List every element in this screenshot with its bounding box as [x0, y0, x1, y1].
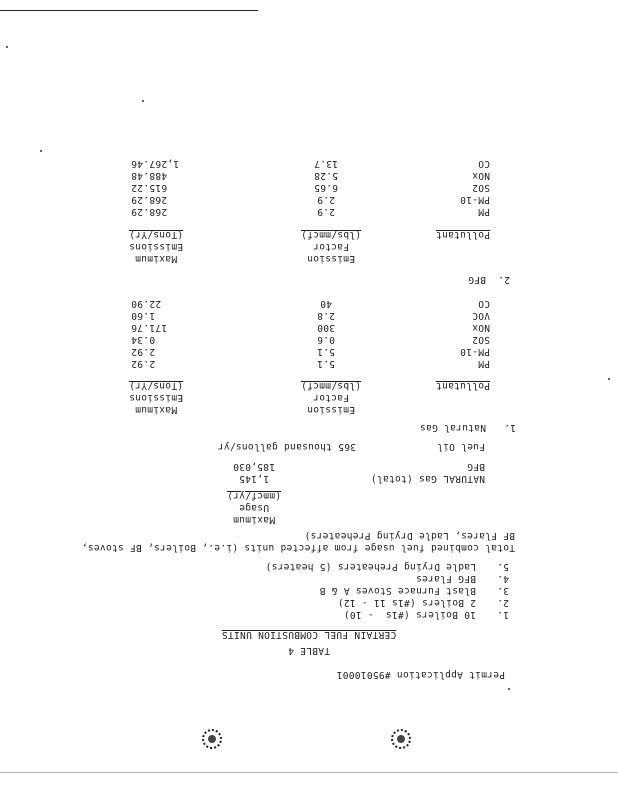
scan-speck: [40, 150, 42, 152]
section-number: 1.: [503, 422, 516, 433]
section-name: BFG: [467, 274, 486, 285]
pollutant-cell: NOx: [471, 322, 490, 333]
unit-number: 3.: [496, 585, 509, 596]
factor-cell: 13.7: [313, 158, 339, 169]
pollutant-cell: SO2: [471, 182, 490, 193]
factor-cell: 2.8: [316, 310, 336, 321]
factor-cell: 2.9: [316, 194, 336, 205]
table-subtitle: CERTAIN FUEL COMBUSTION UNITS: [221, 629, 397, 640]
usage-header-maximum: Maximum: [232, 514, 276, 525]
max-cell: 488.48: [131, 170, 168, 181]
pollutant-cell: PM-10: [459, 346, 490, 357]
punch-hole-seal-right-icon: [202, 729, 222, 749]
scan-edge-rule: [0, 772, 618, 773]
max-cell: 268.29: [131, 206, 168, 217]
usage-value: 365 thousand gallons/yr: [217, 441, 356, 452]
scan-speck: [6, 46, 8, 48]
factor-cell: 6.65: [313, 182, 339, 193]
usage-header-usage: Usage: [238, 502, 270, 513]
unit-description: BFG Flares: [415, 573, 476, 584]
scan-edge-rule: [0, 10, 258, 11]
pollutant-header: Pollutant: [435, 229, 490, 240]
max-cell: 615.22: [131, 182, 168, 193]
factor-cell: 300: [316, 322, 336, 333]
pollutant-cell: VOC: [471, 310, 490, 321]
usage-header-units: (mmcf/yr): [226, 490, 282, 501]
max-cell: 1.60: [131, 310, 156, 321]
max-header-line-2: Emissions: [128, 241, 184, 252]
table-title: TABLE 4: [287, 645, 331, 656]
pollutant-cell: NOx: [471, 170, 490, 181]
factor-cell: 40: [319, 298, 333, 309]
max-cell: 1,267.46: [131, 158, 180, 169]
factor-header-line-3: (lbs/mmcf): [300, 229, 362, 240]
max-cell: 2.92: [131, 358, 156, 369]
scan-speck: [508, 688, 510, 690]
max-header-line-1: Maximum: [134, 253, 178, 264]
usage-label: NATURAL Gas (total): [370, 473, 485, 484]
usage-value: 1,145: [238, 473, 270, 484]
pollutant-cell: PM: [477, 358, 490, 369]
usage-label: Fuel Oil: [436, 441, 485, 452]
max-cell: 0.34: [131, 334, 156, 345]
pollutant-cell: CO: [477, 298, 490, 309]
factor-header-line-2: Factor: [312, 241, 350, 252]
max-header-line-3: (Tons/Yr): [128, 229, 184, 240]
unit-number: 1.: [496, 609, 509, 620]
factor-cell: 5.1: [316, 358, 336, 369]
section-number: 2.: [497, 274, 510, 285]
max-cell: 268.29: [131, 194, 168, 205]
factor-header-line-3: (lbs/mmcf): [300, 380, 362, 391]
unit-description: 2 Boilers (#1s 11 - 12): [337, 597, 476, 608]
pollutant-cell: PM-10: [459, 194, 490, 205]
scan-speck: [142, 100, 144, 102]
pollutant-cell: SO2: [471, 334, 490, 345]
unit-description: Blast Furnace Stoves A & B: [319, 585, 476, 596]
max-header-line-2: Emissions: [128, 392, 184, 403]
max-cell: 171.76: [131, 322, 168, 333]
permit-header: Permit Application #95010001: [336, 669, 505, 680]
max-header-line-3: (Tons/Yr): [128, 380, 184, 391]
unit-number: 5.: [496, 561, 509, 572]
usage-label: BFG: [466, 461, 485, 472]
unit-number: 4.: [496, 573, 509, 584]
factor-header-line-2: Factor: [312, 392, 350, 403]
factor-cell: 0.6: [316, 334, 336, 345]
pollutant-cell: CO: [477, 158, 490, 169]
scan-speck: [608, 378, 610, 380]
max-cell: 22.90: [131, 298, 162, 309]
unit-description: Ladle Drying Preheaters (5 heaters): [265, 561, 476, 572]
factor-cell: 5.1: [316, 346, 336, 357]
factor-header-line-1: Emission: [306, 253, 356, 264]
max-header-line-1: Maximum: [134, 404, 178, 415]
usage-note-line-2: BF Flares, Ladle Drying Preheaters): [304, 530, 515, 541]
max-cell: 2.92: [131, 346, 156, 357]
factor-cell: 2.9: [316, 206, 336, 217]
usage-value: 185,030: [232, 461, 276, 472]
unit-number: 2.: [496, 597, 509, 608]
punch-hole-seal-left-icon: [391, 729, 411, 749]
usage-note-line-1: Total combined fuel usage from affected units (i.e., Boilers, BF stoves,: [81, 542, 515, 553]
factor-header-line-1: Emission: [306, 404, 356, 415]
pollutant-header: Pollutant: [435, 380, 490, 391]
section-name: Natural Gas: [419, 422, 486, 433]
unit-description: 10 Boilers (#1s - 10): [343, 609, 476, 620]
factor-cell: 5.28: [313, 170, 339, 181]
pollutant-cell: PM: [477, 206, 490, 217]
